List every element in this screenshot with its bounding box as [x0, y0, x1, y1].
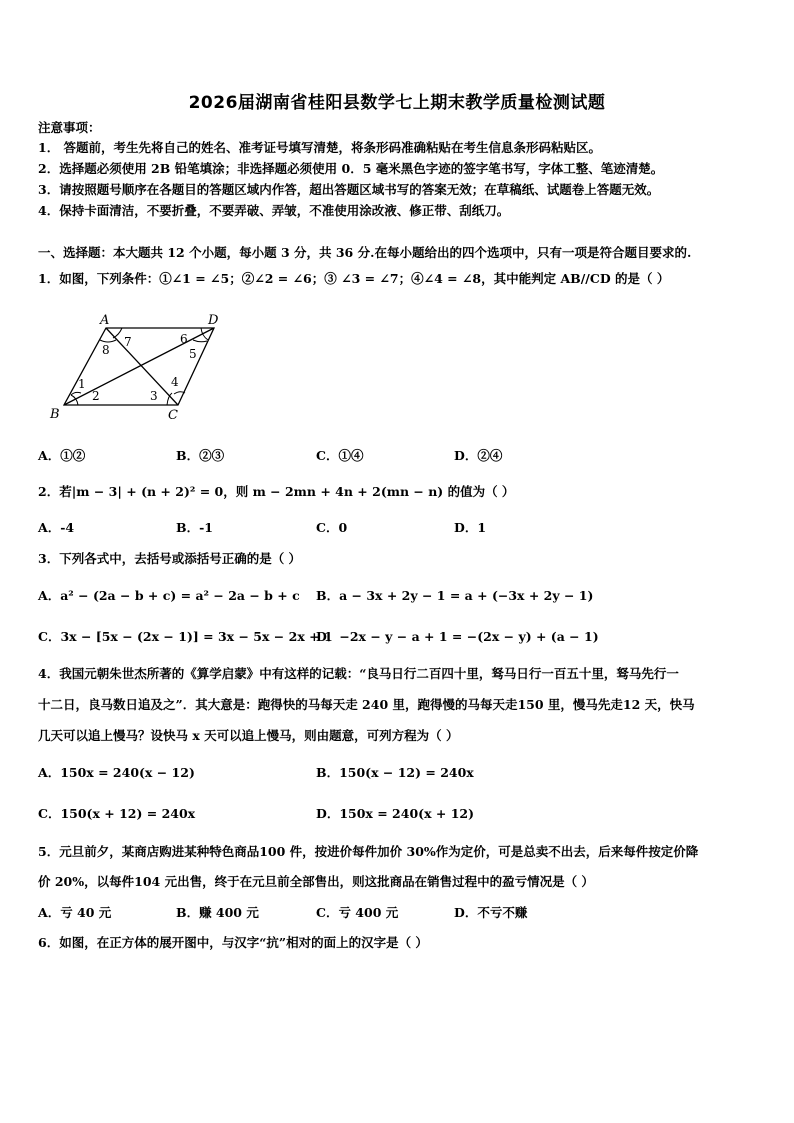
question-4-line: 几天可以追上慢马？设快马 x 天可以追上慢马，则由题意，可列方程为（ ）	[38, 728, 459, 743]
question-5-line: 价 20%，以每件104 元出售，终于在元旦前全部售出，则这批商品在销售过程中的盈亏情况是（ ）	[38, 874, 594, 889]
notice-item: 2．选择题必须使用 2B 铅笔填涂；非选择题必须使用 0．5 毫米黑色字迹的签字笔书写，字体工整、笔迹清楚。	[38, 161, 664, 176]
q3-option-a: A．a² − (2a − b + c) = a² − 2a − b + c	[38, 588, 300, 603]
question-1-stem: 1．如图，下列条件：①∠1 = ∠5；②∠2 = ∠6；③ ∠3 = ∠7；④∠4 = ∠8，其中能判定 AB//CD 的是（ ）	[38, 271, 670, 286]
angle-label: 5	[189, 347, 197, 361]
q5-option-d: D．不亏不赚	[454, 905, 528, 920]
angle-label: 8	[102, 343, 110, 357]
vertex-label: C	[168, 408, 178, 423]
notice-heading: 注意事项：	[38, 120, 101, 135]
question-2-stem: 2．若|m − 3| + (n + 2)² = 0，则 m − 2mn + 4n + 2(mn − n) 的值为（ ）	[38, 484, 515, 499]
vertex-label: D	[208, 313, 219, 328]
notice-item: 1． 答题前，考生先将自己的姓名、准考证号填写清楚，将条形码准确粘贴在考生信息条形码粘贴区。	[38, 140, 602, 155]
notice-item: 4．保持卡面清洁，不要折叠，不要弄破、弄皱，不准使用涂改液、修正带、刮纸刀。	[38, 203, 510, 218]
diagonal-bd	[64, 328, 214, 405]
question-6-stem: 6．如图，在正方体的展开图中，与汉字“抗”相对的面上的汉字是（ ）	[38, 935, 428, 950]
q3-option-d: D．−2x − y − a + 1 = −(2x − y) + (a − 1)	[316, 629, 599, 644]
q1-option-d: D．②④	[454, 448, 503, 463]
angle-label: 4	[171, 375, 179, 389]
q4-option-a: A．150x = 240(x − 12)	[38, 765, 195, 780]
q5-option-c: C．亏 400 元	[316, 905, 399, 920]
vertex-label: B	[50, 407, 60, 422]
q4-option-c: C．150(x + 12) = 240x	[38, 806, 196, 821]
q5-option-a: A．亏 40 元	[38, 905, 112, 920]
notice-item: 3．请按照题号顺序在各题目的答题区域内作答，超出答题区域书写的答案无效；在草稿纸、试题卷上答题无效。	[38, 182, 660, 197]
q2-option-b: B．-1	[176, 520, 213, 535]
vertex-label: A	[100, 313, 110, 328]
section-heading: 一、选择题：本大题共 12 个小题，每小题 3 分，共 36 分.在每小题给出的四个选项中，只有一项是符合题目要求的.	[38, 245, 692, 260]
q3-option-b: B．a − 3x + 2y − 1 = a + (−3x + 2y − 1)	[316, 588, 594, 603]
question-5-line: 5．元旦前夕，某商店购进某种特色商品100 件，按进价每件加价 30%作为定价，可是总卖不出去，后来每件按定价降	[38, 844, 699, 859]
q2-option-c: C．0	[316, 520, 348, 535]
angle-label: 3	[150, 389, 158, 403]
q2-option-a: A．-4	[38, 520, 75, 535]
q4-option-b: B．150(x − 12) = 240x	[316, 765, 474, 780]
parallelogram-figure	[46, 310, 236, 425]
q5-option-b: B．赚 400 元	[176, 905, 259, 920]
q1-option-c: C．①④	[316, 448, 364, 463]
angle-label: 7	[124, 335, 132, 349]
question-4-line: 4．我国元朝朱世杰所著的《算学启蒙》中有这样的记载：“良马日行二百四十里，驽马日行一百五十里，驽马先行一	[38, 666, 679, 681]
q1-option-a: A．①②	[38, 448, 86, 463]
angle-label: 6	[180, 332, 188, 346]
q1-option-b: B．②③	[176, 448, 225, 463]
angle-label: 1	[78, 377, 86, 391]
q3-option-c: C．3x − [5x − (2x − 1)] = 3x − 5x − 2x + 1	[38, 629, 333, 644]
q2-option-d: D．1	[454, 520, 487, 535]
question-3-stem: 3．下列各式中，去括号或添括号正确的是（ ）	[38, 551, 302, 566]
q4-option-d: D．150x = 240(x + 12)	[316, 806, 475, 821]
page-title: 2026届湖南省桂阳县数学七上期末教学质量检测试题	[188, 93, 606, 113]
angle-label: 2	[92, 389, 100, 403]
diagonal-ac	[106, 328, 178, 405]
question-4-line: 十二日，良马数日追及之”．其大意是：跑得快的马每天走 240 里，跑得慢的马每天走150 里，慢马先走12 天，快马	[38, 697, 695, 712]
